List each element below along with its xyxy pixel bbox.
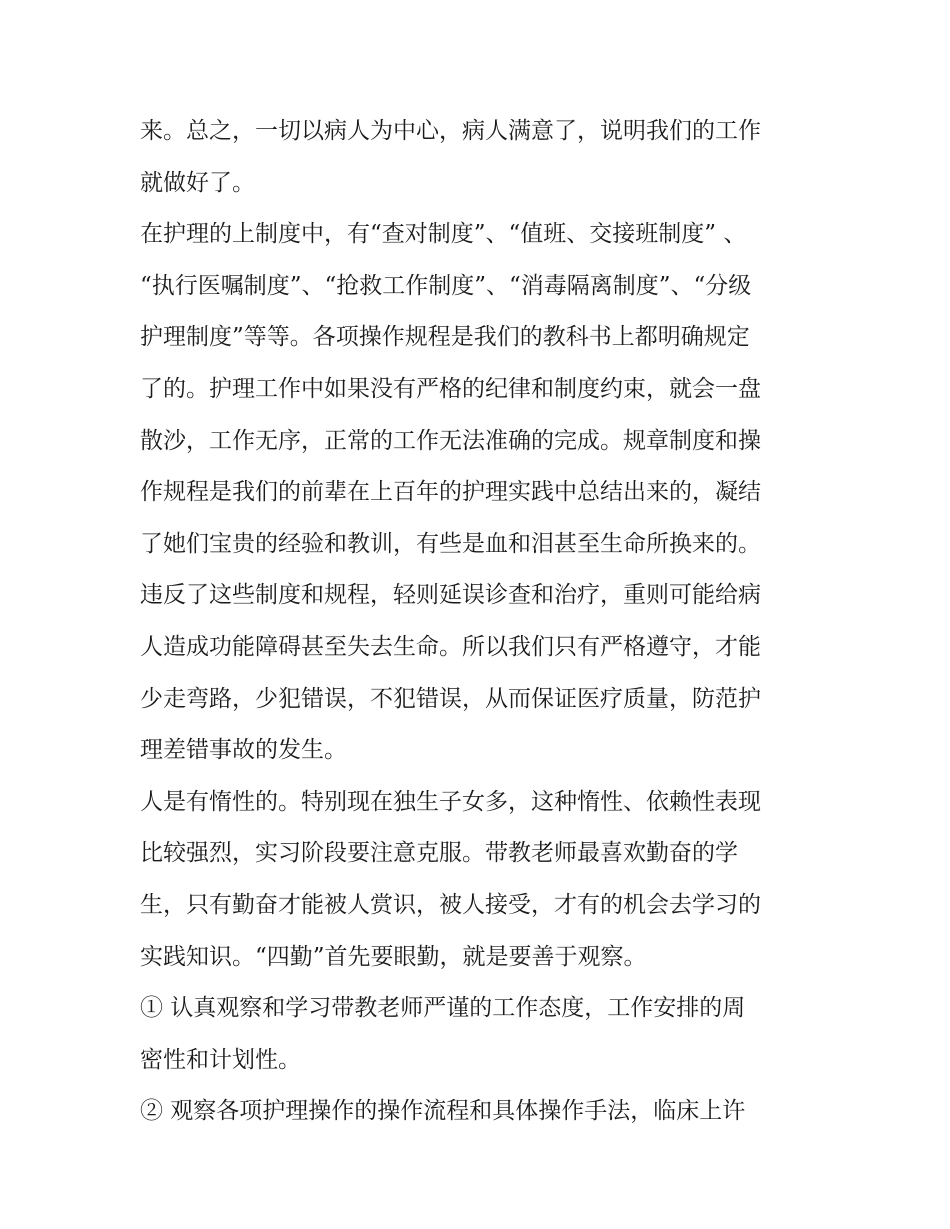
text-line: 理差错事故的发生。 [140, 737, 347, 764]
text-line: “执行医嘱制度”、“抢救工作制度”、“消毒隔离制度”、“分级 [140, 272, 752, 299]
text-line: 散沙，工作无序，正常的工作无法准确的完成。规章制度和操 [140, 427, 761, 454]
text-line: 作规程是我们的前辈在上百年的护理实践中总结出来的，凝结 [140, 479, 761, 506]
body-text [140, 106, 820, 1138]
text-line: 护理制度”等等。各项操作规程是我们的教科书上都明确规定 [140, 324, 750, 351]
text-line: 来。总之，一切以病人为中心，病人满意了，说明我们的工作 [140, 118, 761, 144]
text-line: 比较强烈，实习阶段要注意克服。带教老师最喜欢勤奋的学 [140, 840, 738, 867]
text-line: 人是有惰性的。特别现在独生子女多，这种惰性、依赖性表现 [140, 788, 761, 815]
text-line: 实践知识。“四勤”首先要眼勤，就是要善于观察。 [140, 943, 647, 970]
text-line: 了的。护理工作中如果没有严格的纪律和制度约束，就会一盘 [140, 375, 761, 402]
text-line: 违反了这些制度和规程，轻则延误诊查和治疗，重则可能给病 [140, 582, 761, 609]
text-line: ① 认真观察和学习带教老师严谨的工作态度，工作安排的周 [140, 995, 746, 1022]
text-line: 密性和计划性。 [140, 1046, 301, 1073]
text-line: 生，只有勤奋才能被人赏识，被人接受，才有的机会去学习的 [140, 891, 761, 918]
text-line: 了她们宝贵的经验和教训，有些是血和泪甚至生命所换来的。 [140, 530, 761, 557]
text-line: 人造成功能障碍甚至失去生命。所以我们只有严格遵守，才能 [140, 633, 761, 660]
text-line: 就做好了。 [140, 169, 255, 196]
text-line: 在护理的上制度中，有“查对制度”、“值班、交接班制度” 、 [140, 221, 747, 248]
text-line: 少走弯路，少犯错误，不犯错误，从而保证医疗质量，防范护 [140, 685, 761, 712]
text-line: ② 观察各项护理操作的操作流程和具体操作手法，临床上许 [140, 1098, 746, 1125]
